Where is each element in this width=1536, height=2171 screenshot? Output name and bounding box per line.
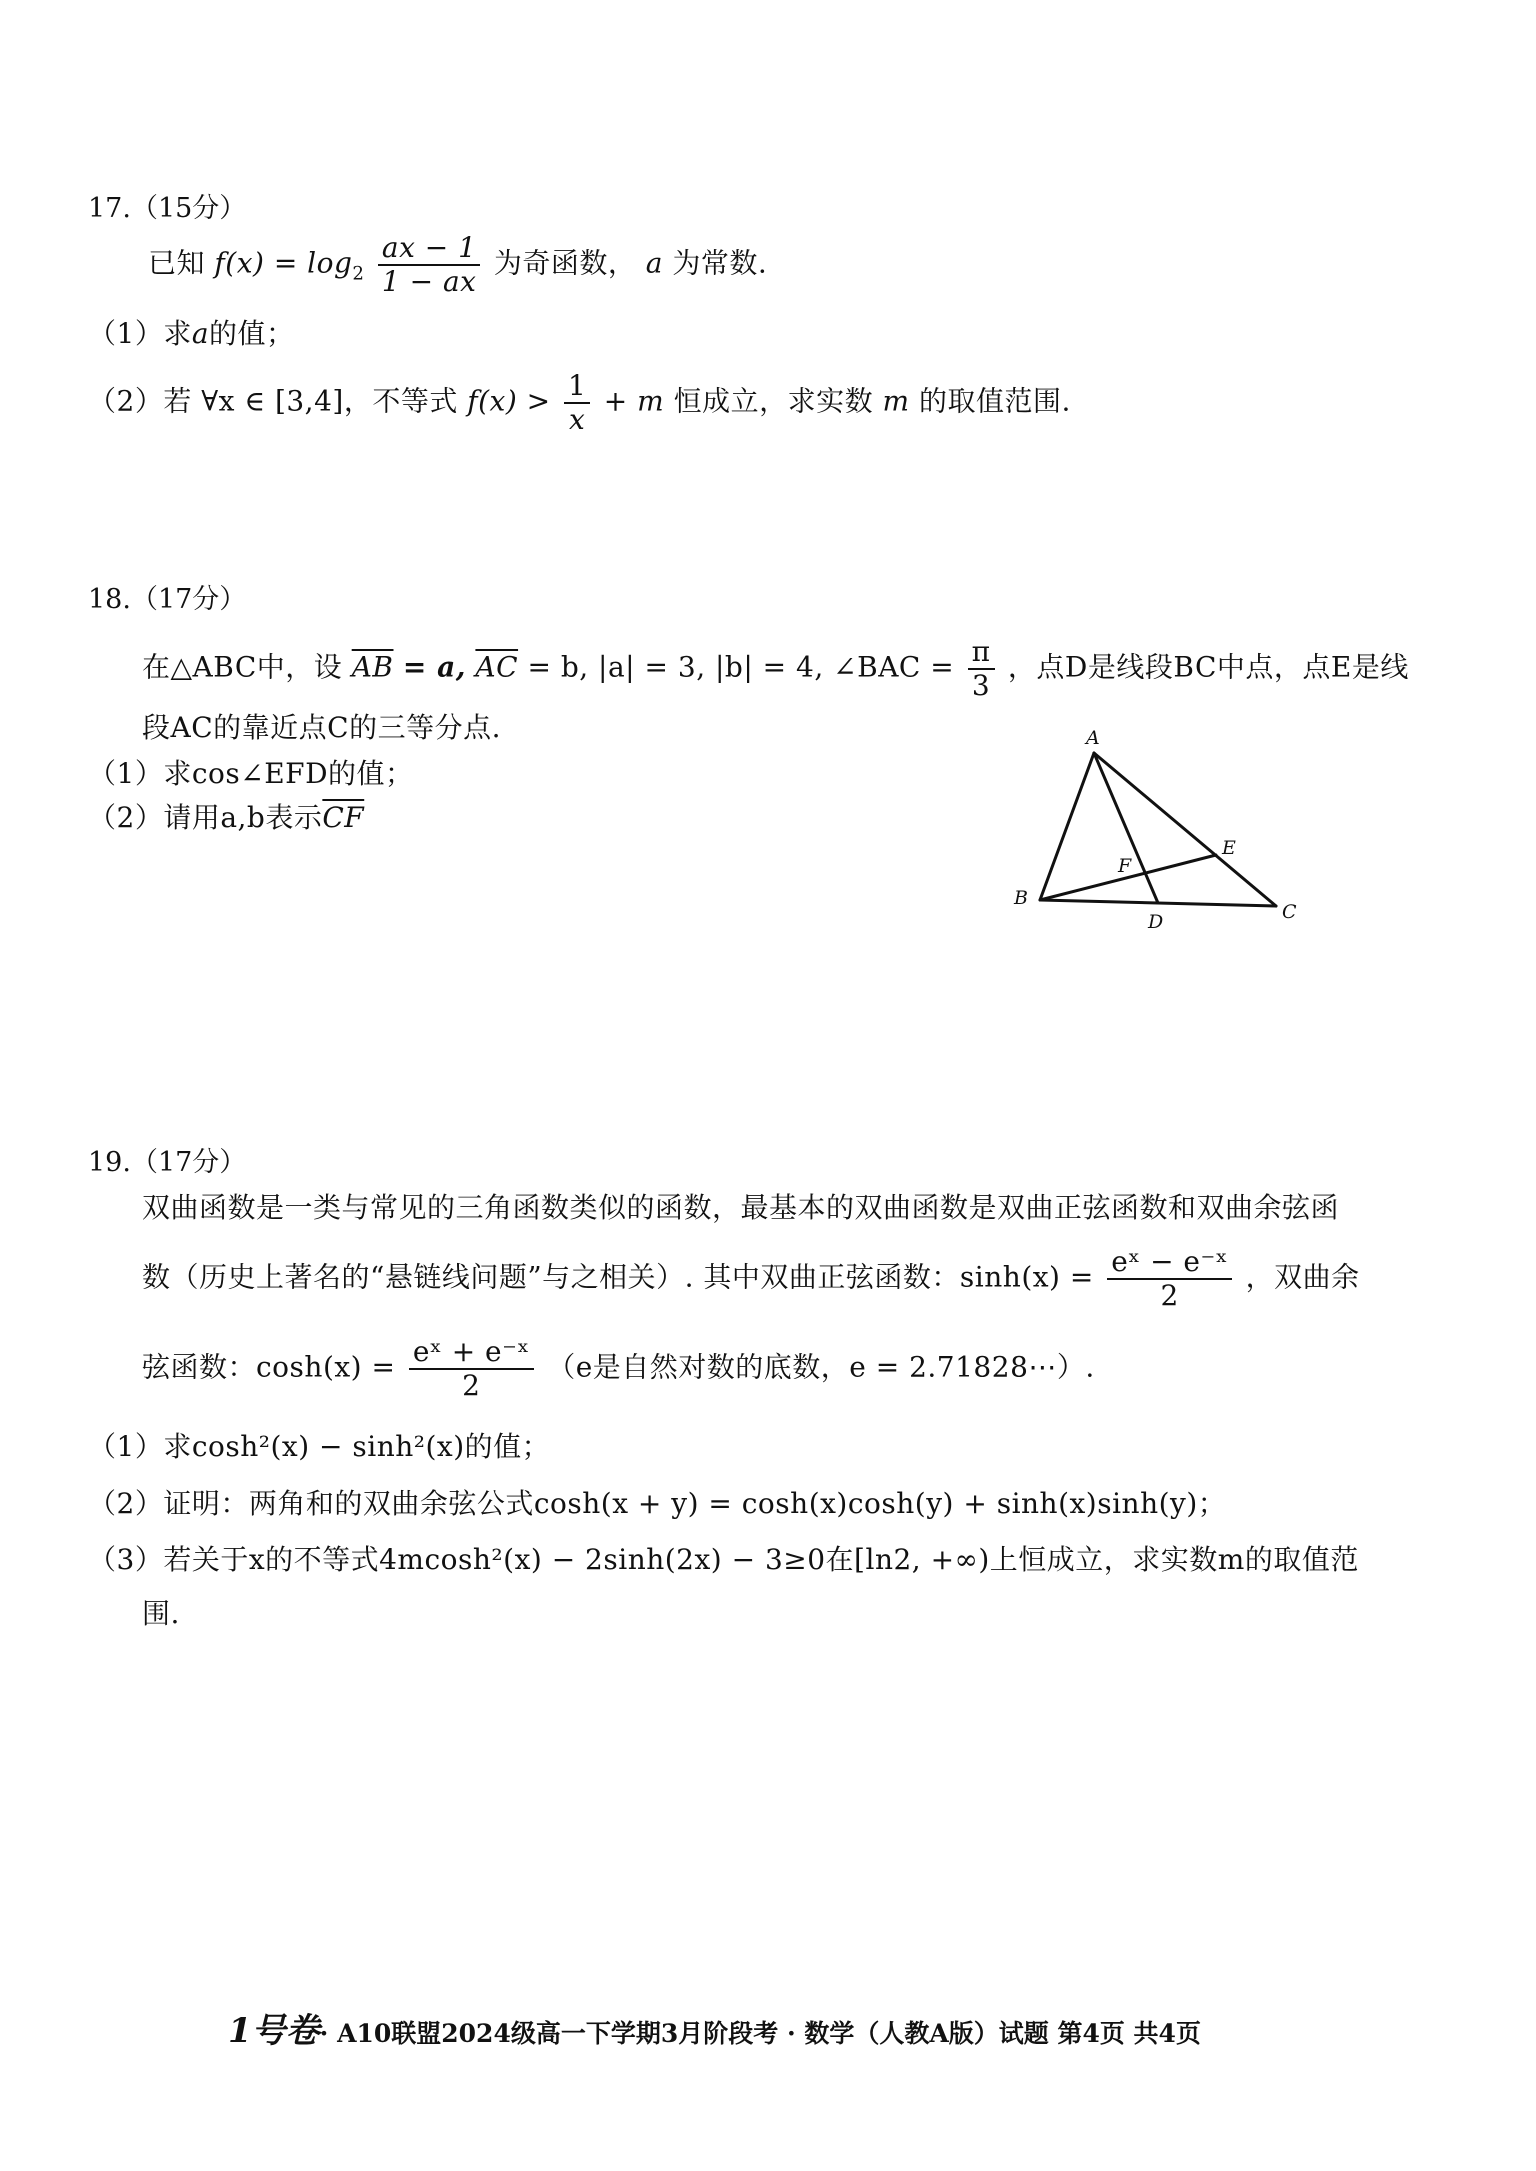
q17-number: 17. [88, 193, 131, 224]
q19-part3-end: 围. [142, 1597, 180, 1630]
q18-line2: 段AC的靠近点C的三等分点. [142, 711, 501, 744]
q19-line2-a: 数（历史上著名的“悬链线问题”与之相关）. 其中双曲正弦函数：sinh(x) = [142, 1260, 1094, 1294]
q18-triangle-figure [1000, 720, 1330, 940]
q19-line2 [142, 1246, 1360, 1312]
label-f: F [1118, 855, 1132, 877]
q18-line1-c: = b, |a| = 3, |b| = 4, ∠BAC = [527, 650, 955, 684]
q17-fraction [378, 232, 481, 298]
q18-number: 18. [88, 584, 131, 615]
q18-angle-numerator: π [968, 636, 995, 670]
q19-line3 [142, 1336, 1095, 1402]
q17-part2-fraction-numerator: 1 [564, 370, 590, 404]
q18-line1-b: = a, [402, 650, 466, 684]
q18-part1 [88, 752, 414, 792]
q19-part2 [88, 1482, 1226, 1522]
q17-log-base: 2 [352, 263, 365, 285]
q19-part2-text: 证明：两角和的双曲余弦公式cosh(x + y) = cosh(x)cosh(y) + sinh(x)sinh(y)； [163, 1487, 1227, 1520]
q17-part2-var: m [882, 384, 910, 418]
q19-part1 [88, 1425, 550, 1465]
q19-score: （17分） [130, 1147, 247, 1178]
q18-part2 [88, 796, 364, 836]
q19-sinh-fraction [1107, 1246, 1232, 1312]
q18-vector-ac: $\overline{AC}$ [475, 650, 519, 684]
q17-intro-suffix: 为奇函数， [493, 246, 637, 280]
q19-cosh-numerator: eˣ + e⁻ˣ [409, 1336, 534, 1370]
label-a: A [1086, 727, 1100, 749]
q17-intro-end: 为常数. [672, 246, 768, 280]
q17-score: （15分） [130, 193, 247, 224]
q18-angle-fraction [968, 636, 995, 702]
q17-part2-text-a: 若 ∀x ∈ [3,4]，不等式 [163, 384, 458, 418]
q18-angle-denominator: 3 [971, 669, 991, 703]
q17-part1-var: a [191, 317, 210, 350]
q17-part1 [88, 312, 295, 352]
q17-part1-label: （1） [88, 317, 164, 350]
q19-part3-label: （3） [88, 1543, 164, 1576]
q18-line1 [142, 636, 1409, 702]
footer-text: · A10联盟2024级高一下学期3月阶段考 · 数学（人教A版）试题 第4页 共4页 [319, 2019, 1201, 2048]
q17-part2-label: （2） [88, 384, 164, 418]
q17-intro [148, 232, 767, 298]
q19-number: 19. [88, 1147, 131, 1178]
page-footer [228, 2003, 1201, 2052]
q19-line3-b: （e是自然对数的底数，e = 2.71828⋯）. [547, 1350, 1095, 1384]
label-b: B [1014, 887, 1028, 909]
q17-part1-end: 的值； [209, 317, 295, 350]
q17-part2-fx: f(x) > [467, 384, 551, 418]
q19-cosh-denominator: 2 [462, 1369, 481, 1403]
q19-sinh-numerator: eˣ − e⁻ˣ [1107, 1246, 1232, 1280]
label-e: E [1222, 837, 1236, 859]
q19-cosh-fraction [409, 1336, 534, 1402]
segment-ac [1094, 753, 1276, 906]
q17-part1-text: 求 [163, 317, 192, 350]
q18-part2-text: 请用a,b表示 [163, 801, 323, 834]
q19-part1-text: 求cosh²(x) − sinh²(x)的值； [163, 1430, 551, 1463]
q17-intro-prefix: 已知 [148, 246, 206, 280]
q19-line3-a: 弦函数：cosh(x) = [142, 1350, 396, 1384]
label-c: C [1282, 901, 1297, 923]
q17-header [88, 186, 246, 225]
q18-part2-label: （2） [88, 801, 164, 834]
segment-ad [1094, 753, 1158, 903]
q17-part2 [88, 370, 1071, 436]
q18-vector-ab: $\overline{AB}$ [351, 650, 394, 684]
q19-part1-label: （1） [88, 1430, 164, 1463]
segment-ab [1040, 753, 1094, 900]
q17-fraction-numerator: ax − 1 [378, 232, 481, 266]
q17-part2-text-c: 恒成立，求实数 [673, 384, 874, 418]
q19-sinh-denominator: 2 [1160, 1279, 1179, 1313]
label-d: D [1148, 911, 1164, 933]
q17-part2-text-d: 的取值范围. [918, 384, 1071, 418]
q17-var-a: a [645, 246, 663, 280]
q18-vector-cf: $\overline{CF}$ [322, 801, 365, 834]
q18-part1-text: 求cos∠EFD的值； [163, 757, 414, 790]
q19-header [88, 1140, 246, 1179]
q17-part2-fraction [564, 370, 590, 436]
q19-part3-text: 若关于x的不等式4mcosh²(x) − 2sinh(2x) − 3≥0在[ln2, +∞)上恒成立，求实数m的取值范 [163, 1543, 1359, 1576]
q19-line2-b: ，双曲余 [1245, 1260, 1360, 1294]
q19-part3 [88, 1538, 1359, 1578]
q19-line1: 双曲函数是一类与常见的三角函数类似的函数，最基本的双曲函数是双曲正弦函数和双曲余弦函 [142, 1191, 1340, 1224]
q18-line1-d: ，点D是线段BC中点，点E是线 [1007, 650, 1409, 684]
q18-part1-label: （1） [88, 757, 164, 790]
q17-function-lhs: f(x) = log [214, 246, 353, 280]
q17-fraction-denominator: 1 − ax [381, 265, 477, 299]
q18-score: （17分） [130, 584, 247, 615]
q18-line1-a: 在△ABC中，设 [142, 650, 343, 684]
q17-part2-text-b: + m [603, 384, 665, 418]
exam-logo: 1号卷 [228, 2011, 320, 2051]
q18-header [88, 577, 246, 616]
q17-part2-fraction-denominator: x [569, 403, 586, 437]
q19-part2-label: （2） [88, 1487, 164, 1520]
